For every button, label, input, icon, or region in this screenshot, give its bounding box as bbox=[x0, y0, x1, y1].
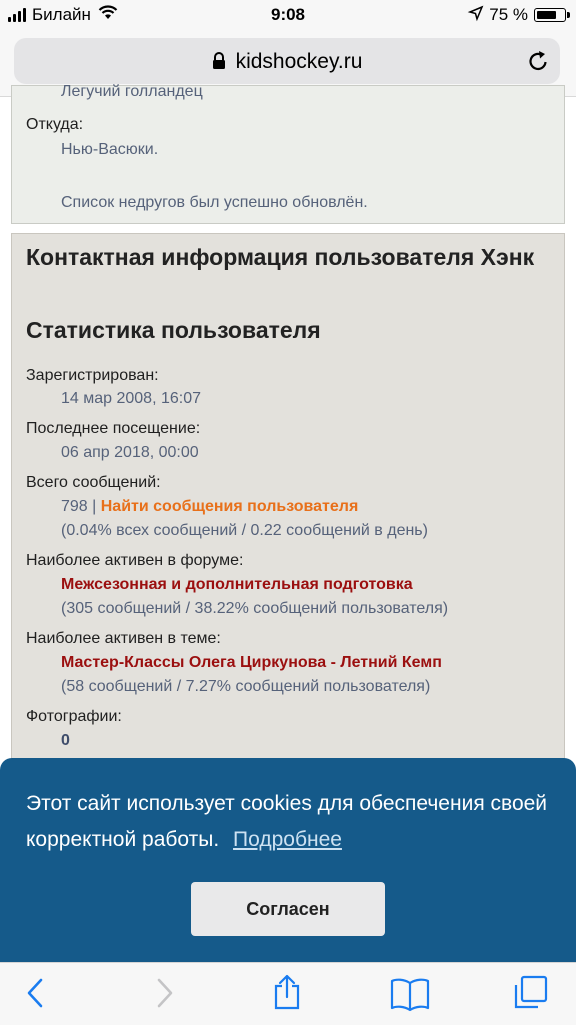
posts-row bbox=[61, 498, 358, 516]
url-domain: kidshockey.ru bbox=[235, 50, 363, 73]
registered-label: Зарегистрирован: bbox=[26, 367, 159, 384]
location-arrow-icon bbox=[469, 5, 483, 25]
back-icon[interactable] bbox=[24, 977, 48, 1014]
photos-label: Фотографии: bbox=[26, 708, 122, 725]
find-posts-link[interactable]: Найти сообщения пользователя bbox=[100, 498, 359, 515]
profile-panel-top bbox=[11, 85, 565, 224]
cookie-text: Этот сайт использует cookies для обеспечения своей корректной работы. bbox=[26, 792, 548, 851]
last-visit-value: 06 апр 2018, 00:00 bbox=[61, 444, 199, 461]
stats-heading: Статистика пользователя bbox=[26, 317, 321, 343]
status-bar bbox=[0, 0, 576, 30]
battery-icon bbox=[534, 8, 566, 22]
cookie-more-link[interactable]: Подробнее bbox=[233, 828, 342, 851]
active-forum-link[interactable]: Межсезонная и дополнительная подготовка bbox=[61, 576, 413, 593]
active-topic-label: Наиболее активен в теме: bbox=[26, 630, 221, 647]
active-forum-label: Наиболее активен в форуме: bbox=[26, 552, 244, 569]
posts-label: Всего сообщений: bbox=[26, 474, 161, 491]
battery-fill bbox=[537, 11, 556, 19]
carrier-name: Билайн bbox=[32, 5, 91, 24]
address-bar[interactable] bbox=[14, 38, 560, 84]
forward-icon[interactable] bbox=[152, 977, 176, 1014]
browser-toolbar bbox=[0, 962, 576, 1025]
url-display[interactable] bbox=[14, 50, 560, 76]
reload-icon[interactable] bbox=[526, 49, 550, 78]
from-value: Нью-Васюки. bbox=[61, 141, 159, 158]
tabs-icon[interactable] bbox=[512, 975, 550, 1016]
active-topic-detail: (58 сообщений / 7.27% сообщений пользователя) bbox=[61, 678, 431, 695]
active-topic-link[interactable]: Мастер-Классы Олега Циркунова - Летний Кемп bbox=[61, 654, 442, 671]
foes-updated-message: Список недругов был успешно обновлён. bbox=[61, 194, 368, 211]
photos-value[interactable]: 0 bbox=[61, 732, 70, 749]
registered-value: 14 мар 2008, 16:07 bbox=[61, 390, 202, 407]
battery-text: 75 % bbox=[489, 5, 528, 24]
cut-off-text: Легучий голландец bbox=[61, 83, 203, 100]
share-icon[interactable] bbox=[272, 973, 302, 1016]
lock-icon bbox=[212, 52, 226, 76]
cookie-banner bbox=[0, 758, 576, 962]
bookmarks-icon[interactable] bbox=[390, 977, 430, 1016]
posts-detail: (0.04% всех сообщений / 0.22 сообщений в день) bbox=[61, 522, 428, 539]
posts-count: 798 | bbox=[61, 498, 97, 515]
last-visit-label: Последнее посещение: bbox=[26, 420, 201, 437]
active-forum-detail: (305 сообщений / 38.22% сообщений пользователя) bbox=[61, 600, 449, 617]
from-label: Откуда: bbox=[26, 116, 84, 133]
contact-heading: Контактная информация пользователя Хэнк bbox=[26, 244, 535, 270]
status-time: 9:08 bbox=[270, 5, 306, 24]
cookie-agree-button[interactable]: Согласен bbox=[191, 882, 385, 936]
status-right bbox=[469, 5, 566, 25]
cookie-message bbox=[26, 786, 556, 858]
